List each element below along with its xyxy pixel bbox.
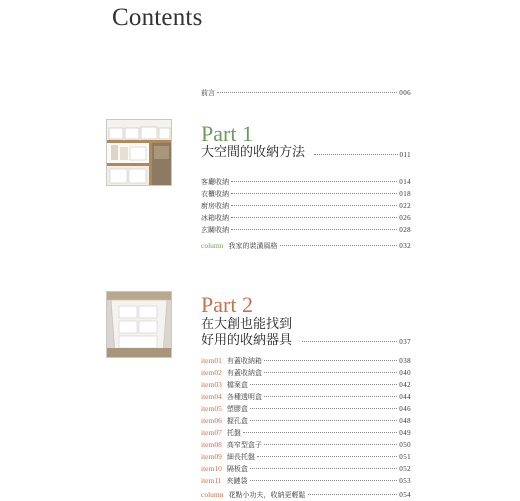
- toc-entry-item[interactable]: [201, 355, 411, 366]
- leader-dots: [217, 92, 397, 93]
- toc-entry-page: 052: [399, 465, 411, 473]
- toc-entry-label: 我家的裝潢風格: [228, 242, 278, 250]
- leader-dots: [308, 494, 398, 495]
- part2-title-line1: 在大創也能找到: [201, 317, 293, 332]
- item-tag: item05: [201, 404, 222, 413]
- toc-entry-label: 塑膠盒: [226, 405, 248, 413]
- item-tag: item04: [201, 392, 222, 401]
- toc-entry-item[interactable]: [201, 367, 411, 378]
- toc-entry-label: 有蓋收納箱: [226, 357, 262, 365]
- item-tag: item08: [201, 440, 222, 449]
- part1-title-leader: [312, 150, 411, 161]
- toc-entry-page: 051: [399, 453, 411, 461]
- toc-entry-page: 042: [399, 381, 411, 389]
- page-title: Contents: [112, 4, 203, 31]
- leader-dots: [231, 217, 397, 218]
- item-tag: item01: [201, 356, 222, 365]
- toc-entry-label: 有蓋收納盒: [226, 369, 262, 377]
- toc-entry-item[interactable]: [201, 475, 411, 486]
- toc-entry[interactable]: [201, 213, 411, 224]
- item-tag: item09: [201, 452, 222, 461]
- part2-heading: Part 2: [201, 292, 253, 317]
- toc-entry-label: 檔案盒: [226, 381, 248, 389]
- toc-entry-label: 衣櫃收納: [201, 190, 229, 198]
- toc-entry-label: 細長托盤: [226, 453, 255, 461]
- toc-entry[interactable]: [201, 189, 411, 200]
- toc-entry-item[interactable]: [201, 391, 411, 402]
- part1-photo: [106, 119, 172, 186]
- leader-dots: [250, 480, 398, 481]
- item-tag: item03: [201, 380, 222, 389]
- toc-entry-label: 隔板盒: [226, 465, 248, 473]
- toc-entry-page: 044: [399, 393, 411, 401]
- toc-entry-label: 托盤: [226, 429, 241, 437]
- leader-dots: [264, 444, 397, 445]
- part2-title-leader: [300, 337, 411, 348]
- part2-photo: [106, 291, 172, 358]
- leader-dots: [314, 154, 398, 155]
- leader-dots: [264, 372, 397, 373]
- leader-dots: [231, 205, 397, 206]
- toc-entry[interactable]: [201, 225, 411, 236]
- leader-dots: [264, 360, 397, 361]
- toc-entry-page: 028: [399, 226, 411, 234]
- toc-entry-label: 冰箱收納: [201, 214, 229, 222]
- leader-dots: [250, 384, 397, 385]
- item-tag: item02: [201, 368, 222, 377]
- toc-entry-column[interactable]: [201, 489, 411, 500]
- toc-entry-page: 040: [399, 369, 411, 377]
- leader-dots: [264, 396, 397, 397]
- item-tag: item06: [201, 416, 222, 425]
- leader-dots: [302, 341, 397, 342]
- item-tag: item11: [201, 476, 222, 485]
- toc-entry-page: 053: [399, 477, 411, 485]
- toc-entry-label: 握孔盒: [226, 417, 248, 425]
- toc-entry-page: 046: [399, 405, 411, 413]
- toc-entry-label: 客廳收納: [201, 178, 229, 186]
- toc-entry-page: 048: [399, 417, 411, 425]
- leader-dots: [243, 432, 397, 433]
- toc-entry-page: 026: [399, 214, 411, 222]
- toc-entry-page: 014: [399, 178, 411, 186]
- toc-entry-label: 前言: [201, 89, 215, 97]
- toc-entry-label: 廚房收納: [201, 202, 229, 210]
- toc-entry-label: 高窄型盒子: [226, 441, 262, 449]
- part2-title-line2: 好用的收納器具: [201, 333, 293, 348]
- toc-entry-item[interactable]: [201, 439, 411, 450]
- leader-dots: [257, 456, 397, 457]
- part1-page: 011: [399, 151, 411, 159]
- toc-entry-item[interactable]: [201, 427, 411, 438]
- toc-entry-page: 054: [399, 491, 411, 499]
- toc-entry-page: 050: [399, 441, 411, 449]
- item-tag: item10: [201, 464, 222, 473]
- toc-entry-page: 038: [399, 357, 411, 365]
- leader-dots: [250, 408, 397, 409]
- leader-dots: [231, 229, 397, 230]
- toc-entry-item[interactable]: [201, 403, 411, 414]
- toc-entry[interactable]: [201, 201, 411, 212]
- toc-entry-page: 018: [399, 190, 411, 198]
- part1-title: 大空間的收納方法: [201, 145, 306, 160]
- toc-entry-page: 049: [399, 429, 411, 437]
- leader-dots: [231, 181, 397, 182]
- toc-entry-page: 022: [399, 202, 411, 210]
- toc-entry-label: 夾鏈袋: [226, 477, 248, 485]
- toc-entry-page: 006: [399, 89, 411, 97]
- leader-dots: [280, 245, 398, 246]
- column-tag: column: [201, 490, 224, 499]
- toc-entry-item[interactable]: [201, 415, 411, 426]
- toc-entry-item[interactable]: [201, 463, 411, 474]
- part1-heading: Part 1: [201, 121, 253, 146]
- toc-entry-preface[interactable]: [201, 88, 411, 99]
- leader-dots: [250, 420, 397, 421]
- toc-entry-label: 各種透明盒: [226, 393, 262, 401]
- toc-entry-item[interactable]: [201, 451, 411, 462]
- column-tag: column: [201, 241, 224, 250]
- toc-entry[interactable]: [201, 177, 411, 188]
- leader-dots: [250, 468, 397, 469]
- part2-page: 037: [399, 338, 411, 346]
- toc-entry-column[interactable]: [201, 240, 411, 251]
- toc-entry-page: 032: [399, 242, 411, 250]
- item-tag: item07: [201, 428, 222, 437]
- leader-dots: [231, 193, 397, 194]
- toc-entry-label: 花點小功夫，收納更輕鬆: [228, 491, 306, 499]
- toc-entry-item[interactable]: [201, 379, 411, 390]
- toc-entry-label: 玄關收納: [201, 226, 229, 234]
